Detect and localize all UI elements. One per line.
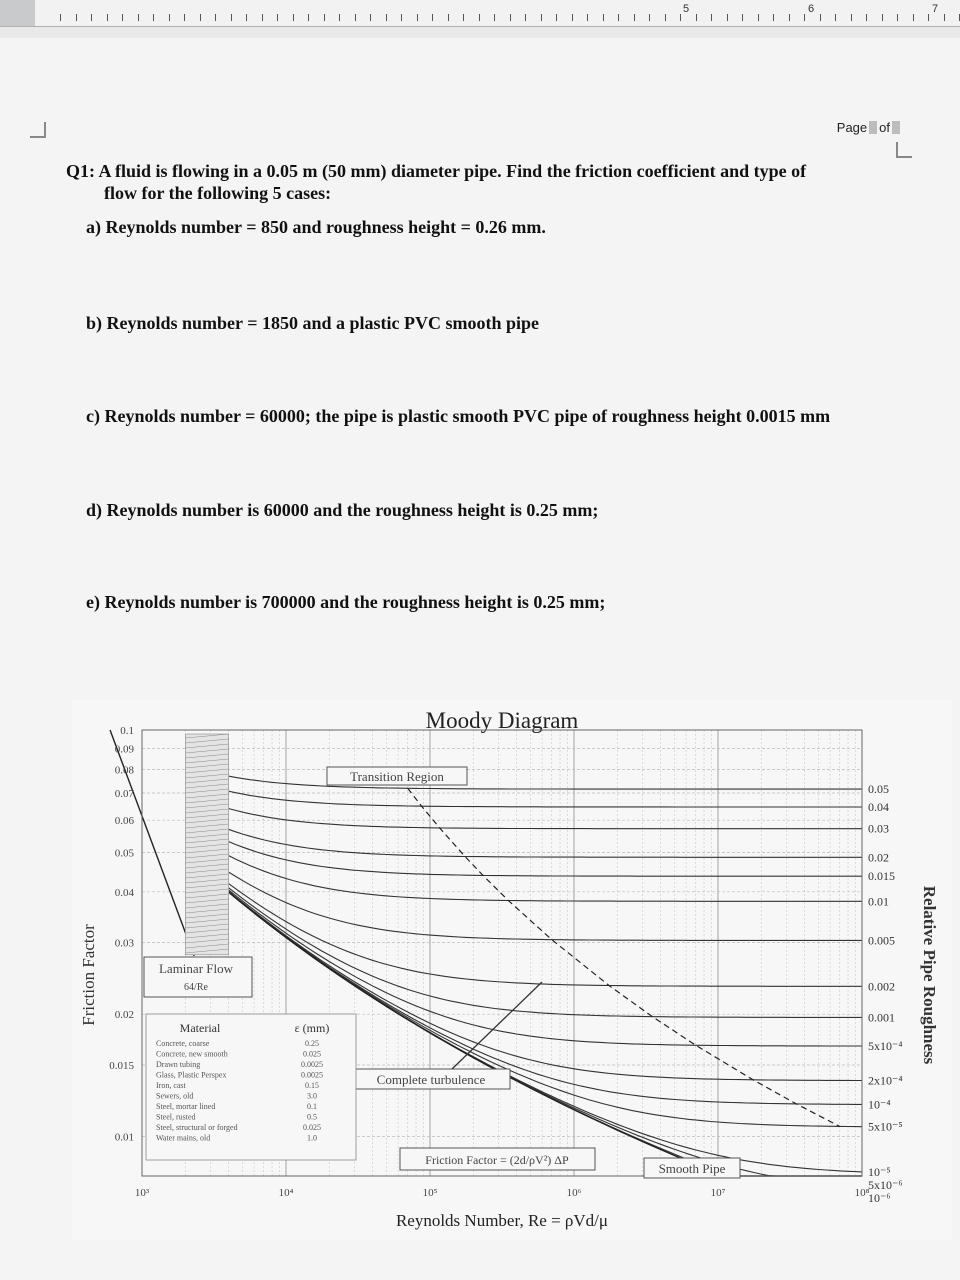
chart-title: Moody Diagram xyxy=(425,708,579,733)
x-tick-label: 10⁶ xyxy=(566,1187,582,1199)
moody-diagram xyxy=(72,700,952,1240)
ruler-tick xyxy=(138,14,139,21)
ruler-tick xyxy=(618,14,619,21)
ruler-tick xyxy=(355,14,356,21)
roughness-label: 0.04 xyxy=(868,799,889,814)
materials-row-material: Steel, mortar lined xyxy=(156,1102,216,1111)
x-tick-label: 10⁷ xyxy=(710,1187,726,1199)
materials-row-material: Drawn tubing xyxy=(156,1060,201,1069)
materials-row-material: Steel, structural or forged xyxy=(156,1123,238,1132)
ruler-tick xyxy=(711,14,712,21)
roughness-label: 0.02 xyxy=(868,850,889,865)
ruler-tick xyxy=(215,14,216,21)
roughness-label: 10⁻⁵ xyxy=(868,1164,891,1179)
ruler-tick xyxy=(386,14,387,21)
question-title-line1: Q1: A fluid is flowing in a 0.05 m (50 mm) diameter pipe. Find the friction coefficient and type of xyxy=(66,161,807,181)
ruler-tick xyxy=(153,14,154,21)
materials-row-material: Concrete, coarse xyxy=(156,1039,210,1048)
roughness-label: 5x10⁻⁵ xyxy=(868,1119,903,1134)
question-title xyxy=(66,160,886,204)
materials-row-material: Steel, rusted xyxy=(156,1112,196,1122)
x-tick-label: 10³ xyxy=(134,1187,150,1199)
materials-row-roughness: 0.0025 xyxy=(301,1060,323,1069)
ruler-tick xyxy=(107,14,108,21)
roughness-label: 0.01 xyxy=(868,894,889,909)
ruler-tick xyxy=(262,14,263,21)
y-tick-label: 0.09 xyxy=(114,743,134,756)
roughness-label: 10⁻⁴ xyxy=(868,1097,891,1112)
ruler-tick xyxy=(184,14,185,21)
x-axis-label: Reynolds Number, Re = ρVd/μ xyxy=(395,1211,609,1230)
ruler-tick xyxy=(494,14,495,21)
y-tick-label: 0.05 xyxy=(114,847,134,860)
ruler-tick xyxy=(634,14,635,21)
materials-header-material: Material xyxy=(179,1021,221,1035)
ruler-tick xyxy=(200,14,201,21)
case-b: b) Reynolds number = 1850 and a plastic PVC smooth pipe xyxy=(86,313,539,333)
roughness-label: 0.015 xyxy=(868,869,895,884)
materials-row-roughness: 0.15 xyxy=(305,1081,319,1090)
roughness-label: 10⁻⁶ xyxy=(868,1190,891,1205)
transition-region-label: Transition Region xyxy=(350,769,444,784)
ruler-tick xyxy=(897,14,898,21)
y-tick-label: 0.1 xyxy=(120,725,134,737)
ruler-tick xyxy=(789,14,790,21)
materials-row-roughness: 3.0 xyxy=(307,1091,317,1101)
y-tick-label: 0.06 xyxy=(114,815,134,828)
x-tick-label: 10⁴ xyxy=(278,1187,294,1199)
case-d: d) Reynolds number is 60000 and the roughness height is 0.25 mm; xyxy=(86,500,599,520)
ruler-tick xyxy=(308,14,309,21)
y2-axis-label: Relative Pipe Roughness xyxy=(920,885,939,1065)
materials-row-material: Concrete, new smooth xyxy=(156,1049,228,1059)
y-tick-label: 0.01 xyxy=(114,1131,134,1144)
materials-row-roughness: 1.0 xyxy=(307,1133,317,1143)
materials-row-roughness: 0.025 xyxy=(303,1049,321,1059)
ruler-tick xyxy=(277,14,278,21)
page-label: Page xyxy=(836,120,868,135)
case-e: e) Reynolds number is 700000 and the roughness height is 0.25 mm; xyxy=(86,592,606,612)
ruler-tick xyxy=(60,14,61,21)
roughness-label: 0.001 xyxy=(868,1010,895,1025)
laminar-flow-label: Laminar Flow xyxy=(158,961,234,976)
ruler-tick xyxy=(603,14,604,21)
ruler-tick xyxy=(479,14,480,21)
ruler-tick xyxy=(293,14,294,21)
roughness-label: 0.03 xyxy=(868,821,889,836)
y-tick-label: 0.03 xyxy=(114,937,134,950)
smooth-pipe-label: Smooth Pipe xyxy=(658,1161,726,1176)
ruler-tick xyxy=(758,14,759,21)
ruler-tick xyxy=(432,14,433,21)
ruler-tick xyxy=(928,14,929,21)
page-count-field[interactable] xyxy=(892,121,900,134)
ruler-tick xyxy=(556,14,557,21)
page-number-field[interactable] xyxy=(869,121,877,134)
ruler-track xyxy=(35,0,960,26)
document-ruler[interactable] xyxy=(0,0,960,27)
ruler-tick xyxy=(76,14,77,21)
materials-header-roughness: ε (mm) xyxy=(294,1021,330,1035)
y-tick-label: 0.07 xyxy=(114,787,134,800)
ruler-tick xyxy=(246,14,247,21)
roughness-label: 0.005 xyxy=(868,933,895,948)
ruler-tick xyxy=(525,14,526,21)
ruler-tick xyxy=(913,14,914,21)
page-of-label: of xyxy=(879,120,890,135)
ruler-tick xyxy=(773,14,774,21)
ruler-tick xyxy=(370,14,371,21)
ruler-tick xyxy=(835,14,836,21)
ruler-tick xyxy=(742,14,743,21)
materials-row-roughness: 0.025 xyxy=(303,1123,321,1132)
x-tick-label: 10⁵ xyxy=(422,1187,438,1199)
materials-row-roughness: 0.25 xyxy=(305,1039,319,1048)
ruler-tick xyxy=(401,14,402,21)
ruler-number: 5 xyxy=(683,3,690,15)
roughness-label: 0.05 xyxy=(868,782,889,797)
ruler-tick xyxy=(324,14,325,21)
materials-row-material: Iron, cast xyxy=(156,1081,186,1090)
roughness-label: 5x10⁻⁶ xyxy=(868,1177,903,1192)
complete-turbulence-label: Complete turbulence xyxy=(376,1072,486,1087)
moody-diagram-figure[interactable] xyxy=(72,700,952,1240)
ruler-tick xyxy=(944,14,945,21)
roughness-label: 5x10⁻⁴ xyxy=(868,1038,903,1053)
ruler-tick xyxy=(696,14,697,21)
ruler-tick xyxy=(866,14,867,21)
friction-factor-formula: Friction Factor = (2d/ρV²) ΔP xyxy=(425,1153,569,1167)
ruler-tick xyxy=(463,14,464,21)
ruler-tick xyxy=(851,14,852,21)
ruler-tick xyxy=(448,14,449,21)
materials-row-material: Sewers, old xyxy=(156,1091,194,1101)
x-tick-label: 10⁸ xyxy=(854,1187,870,1199)
ruler-tick xyxy=(339,14,340,21)
y-tick-label: 0.02 xyxy=(114,1009,134,1022)
ruler-tick xyxy=(882,14,883,21)
y-tick-label: 0.08 xyxy=(114,764,134,777)
question-title-line2: flow for the following 5 cases: xyxy=(104,183,332,203)
ruler-tick xyxy=(510,14,511,21)
ruler-tick xyxy=(587,14,588,21)
ruler-tick xyxy=(541,14,542,21)
ruler-tick xyxy=(680,14,681,21)
ruler-tick xyxy=(231,14,232,21)
ruler-number: 7 xyxy=(932,3,939,15)
materials-row-material: Water mains, old xyxy=(156,1133,211,1143)
materials-row-roughness: 0.0025 xyxy=(301,1070,323,1080)
materials-row-roughness: 0.1 xyxy=(307,1102,317,1111)
ruler-tick xyxy=(649,14,650,21)
ruler-tick xyxy=(417,14,418,21)
ruler-tick xyxy=(665,14,666,21)
ruler-tick xyxy=(727,14,728,21)
ruler-tick xyxy=(804,14,805,21)
y-axis-label: Friction Factor xyxy=(79,924,98,1026)
laminar-formula: 64/Re xyxy=(184,982,208,993)
ruler-number: 6 xyxy=(808,3,815,15)
ruler-tick xyxy=(91,14,92,21)
roughness-label: 0.002 xyxy=(868,979,895,994)
margin-corner-marker xyxy=(896,142,912,158)
roughness-label: 2x10⁻⁴ xyxy=(868,1073,903,1088)
margin-corner-marker xyxy=(30,122,46,138)
materials-row-roughness: 0.5 xyxy=(307,1112,317,1122)
materials-row-material: Glass, Plastic Perspex xyxy=(156,1070,227,1080)
case-a: a) Reynolds number = 850 and roughness height = 0.26 mm. xyxy=(86,217,546,237)
ruler-tick xyxy=(122,14,123,21)
y-tick-label: 0.015 xyxy=(109,1059,134,1072)
ruler-tick xyxy=(572,14,573,21)
case-c: c) Reynolds number = 60000; the pipe is plastic smooth PVC pipe of roughness height 0.0015 mm xyxy=(86,406,831,426)
page-number-header xyxy=(837,120,902,135)
y-tick-label: 0.04 xyxy=(114,886,134,899)
ruler-tick xyxy=(169,14,170,21)
ruler-tick xyxy=(820,14,821,21)
